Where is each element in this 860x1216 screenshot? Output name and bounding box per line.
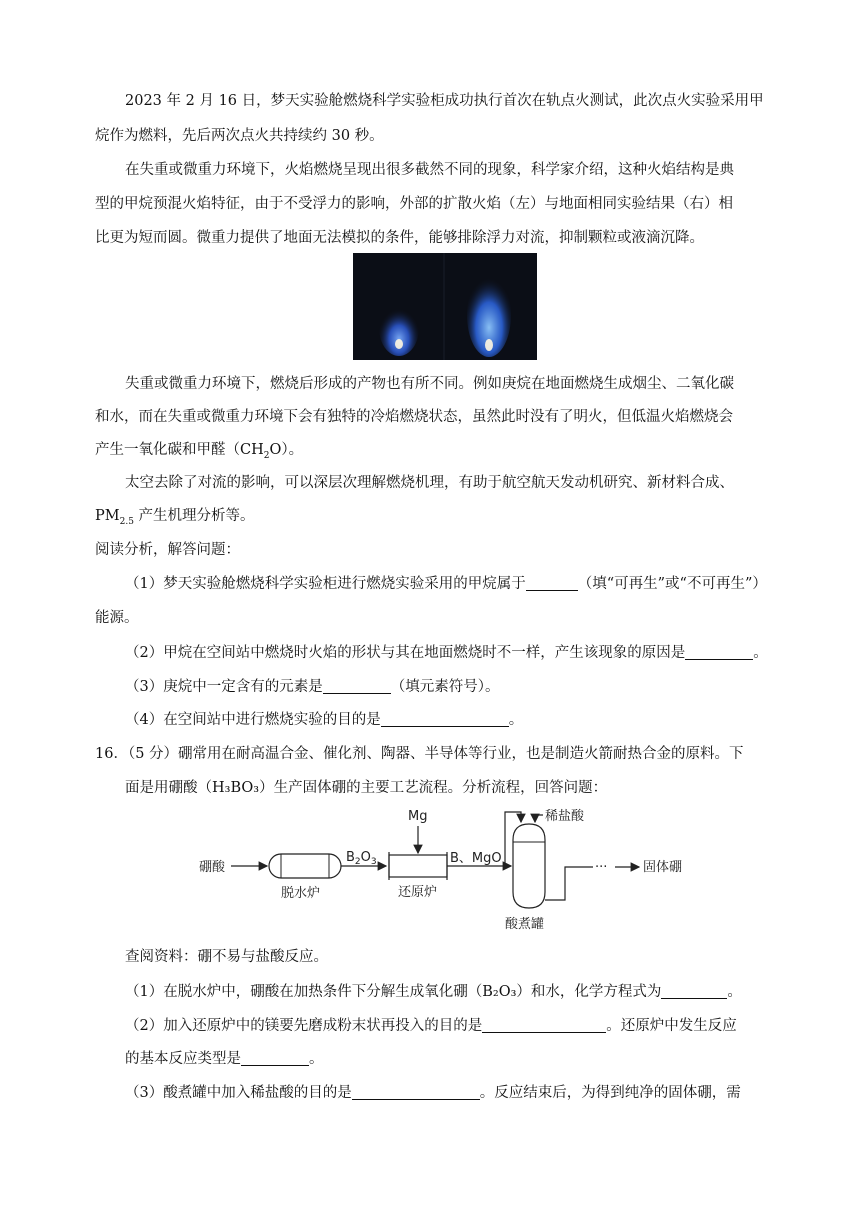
process-flow-diagram (195, 800, 715, 935)
flame-photo (353, 253, 537, 360)
answer-blank[interactable] (526, 576, 578, 591)
para4-line2: $PM_{2.5}$ 产生机理分析等。 (95, 508, 255, 527)
para3-line3: 产生一氧化碳和甲醛$(CH_2O)$。 (95, 442, 304, 461)
flow-dots: ··· (595, 860, 608, 875)
acid-tank-shape (513, 824, 545, 908)
flow-output-label: 固体硼 (643, 860, 683, 875)
q15-question-1: （1）梦天实验舱燃烧科学实验柜进行燃烧实验采用的甲烷属于 （填“可再生”或“不可再生”） (125, 576, 767, 592)
products-label: B、MgO (450, 851, 502, 866)
dehydrator-label: 脱水炉 (281, 886, 321, 901)
q16-info: 查阅资料：硼不易与盐酸反应。 (125, 949, 328, 965)
dehydrator-shape (269, 854, 341, 878)
acid-tank-label: 酸煮罐 (505, 917, 545, 932)
para2-line2: 型的甲烷预混火焰特征，由于不受浮力的影响，外部的扩散火焰（左）与地面相同实验结果（右）相 (95, 196, 733, 212)
answer-blank[interactable] (352, 1085, 480, 1100)
para3-line2: 和水，而在失重或微重力环境下会有独特的冷焰燃烧状态，虽然此时没有了明火，但低温火焰燃烧会 (95, 409, 733, 425)
answer-blank[interactable] (323, 679, 391, 694)
answer-blank[interactable] (241, 1051, 309, 1066)
reducer-label: 还原炉 (398, 885, 438, 900)
para1-line1: 2023 年 2 月 16 日，梦天实验舱燃烧科学实验柜成功执行首次在轨点火测试，此次点火实验采用甲 (125, 93, 764, 109)
q16-line2: 面是用硼酸（H₃BO₃）生产固体硼的主要工艺流程。分析流程，回答问题： (125, 780, 608, 796)
q15-question-2: （2）甲烷在空间站中燃烧时火焰的形状与其在地面燃烧时不一样，产生该现象的原因是 。 (125, 645, 768, 661)
para3-line1: 失重或微重力环境下，燃烧后形成的产物也有所不同。例如庚烷在地面燃烧生成烟尘、二氧化碳 (125, 376, 734, 392)
q15-question-4: （4）在空间站中进行燃烧实验的目的是 。 (125, 712, 524, 728)
flow-input-label: 硼酸 (199, 860, 226, 875)
q16-question-3: （3）酸煮罐中加入稀盐酸的目的是 。反应结束后，为得到纯净的固体硼，需 (125, 1085, 741, 1101)
q16-heading: 16．（5 分）硼常用在耐高温合金、催化剂、陶器、半导体等行业，也是制造火箭耐热合金的原料。下 (95, 746, 744, 762)
answer-blank[interactable] (685, 645, 753, 660)
reducer-shape (389, 855, 447, 877)
para1-line2: 烷作为燃料，先后两次点火共持续约 30 秒。 (95, 128, 384, 144)
acid-label: 稀盐酸 (545, 809, 585, 824)
answer-blank[interactable] (381, 712, 509, 727)
q16-question-2-cont: 的基本反应类型是 。 (125, 1051, 324, 1067)
para4-line1: 太空去除了对流的影响，可以深层次理解燃烧机理，有助于航空航天发动机研究、新材料合成、 (125, 475, 734, 491)
b2o3-label: $B_2O_3$ (346, 850, 377, 867)
para2-line3: 比更为短而圆。微重力提供了地面无法模拟的条件，能够排除浮力对流，抑制颗粒或液滴沉降。 (95, 230, 704, 246)
para2-line1: 在失重或微重力环境下，火焰燃烧呈现出很多截然不同的现象，科学家介绍，这种火焰结构是典 (125, 162, 734, 178)
q15-question-3: （3）庚烷中一定含有的元素是 （填元素符号）。 (125, 679, 500, 695)
q15-question-1-cont: 能源。 (95, 610, 139, 626)
answer-blank[interactable] (482, 1018, 606, 1033)
q16-question-2: （2）加入还原炉中的镁要先磨成粉末状再投入的目的是 。还原炉中发生反应 (125, 1018, 737, 1034)
q16-question-1: （1）在脱水炉中，硼酸在加热条件下分解生成氧化硼（B₂O₃）和水，化学方程式为 。 (125, 984, 742, 1000)
mg-label: Mg (408, 809, 428, 824)
answer-blank[interactable] (661, 984, 727, 999)
read-prompt: 阅读分析，解答问题： (95, 542, 240, 558)
